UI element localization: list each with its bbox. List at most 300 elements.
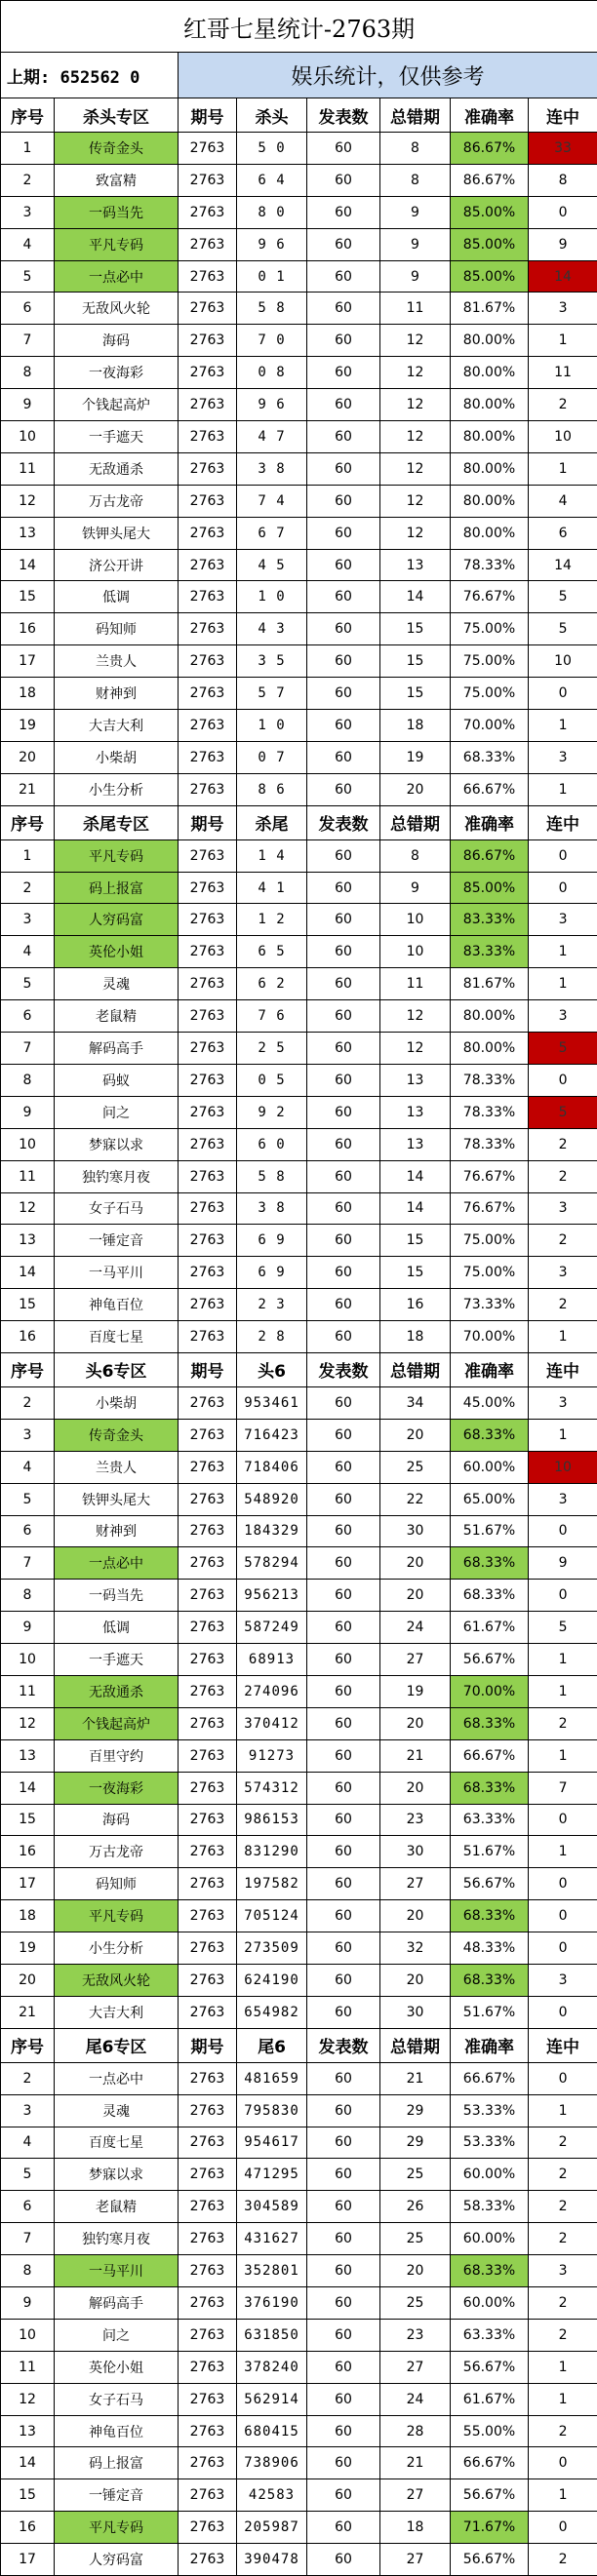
code: 4 7 [237, 421, 307, 453]
accuracy: 61.67% [451, 1612, 529, 1644]
row-index: 13 [1, 1739, 55, 1772]
posts-count: 60 [307, 164, 380, 196]
error-count: 11 [380, 968, 451, 1000]
row-index: 12 [1, 1707, 55, 1739]
table-row [1, 2447, 597, 2479]
accuracy: 75.00% [451, 678, 529, 710]
period: 2763 [179, 2351, 237, 2383]
column-header: 连中 [529, 98, 597, 133]
row-index: 9 [1, 389, 55, 421]
row-index: 12 [1, 2383, 55, 2415]
code: 956213 [237, 1580, 307, 1612]
table-row [1, 741, 597, 773]
streak: 4 [529, 485, 597, 517]
error-count: 15 [380, 678, 451, 710]
error-count: 20 [380, 773, 451, 805]
period: 2763 [179, 1580, 237, 1612]
accuracy: 80.00% [451, 517, 529, 549]
accuracy: 48.33% [451, 1932, 529, 1965]
table-row [1, 357, 597, 389]
code: 352801 [237, 2255, 307, 2287]
predictor-name: 铁钾头尾大 [55, 517, 179, 549]
accuracy: 68.33% [451, 1900, 529, 1932]
streak: 14 [529, 260, 597, 293]
row-index: 8 [1, 1064, 55, 1096]
code: 6 9 [237, 1225, 307, 1257]
posts-count: 60 [307, 1900, 380, 1932]
accuracy: 86.67% [451, 164, 529, 196]
code: 718406 [237, 1451, 307, 1483]
code: 205987 [237, 2512, 307, 2544]
streak: 1 [529, 936, 597, 968]
predictor-name: 平凡专码 [55, 1900, 179, 1932]
row-index: 15 [1, 2479, 55, 2512]
row-index: 7 [1, 1547, 55, 1580]
code: 2 3 [237, 1289, 307, 1321]
code: 4 1 [237, 872, 307, 904]
error-count: 9 [380, 196, 451, 228]
accuracy: 60.00% [451, 2223, 529, 2255]
streak: 7 [529, 1772, 597, 1804]
row-index: 17 [1, 2544, 55, 2576]
predictor-name: 问之 [55, 1096, 179, 1128]
posts-count: 60 [307, 2512, 380, 2544]
predictor-name: 问之 [55, 2319, 179, 2351]
code: 1 0 [237, 581, 307, 613]
code: 716423 [237, 1419, 307, 1451]
period: 2763 [179, 1644, 237, 1676]
code: 0 8 [237, 357, 307, 389]
column-header: 序号 [1, 98, 55, 133]
period: 2763 [179, 2319, 237, 2351]
streak: 3 [529, 1192, 597, 1225]
predictor-name: 独钓寒月夜 [55, 2223, 179, 2255]
column-header: 头6 [237, 1352, 307, 1386]
posts-count: 60 [307, 2094, 380, 2127]
error-count: 30 [380, 1836, 451, 1868]
posts-count: 60 [307, 1128, 380, 1160]
period: 2763 [179, 1064, 237, 1096]
predictor-name: 无敌风火轮 [55, 293, 179, 325]
posts-count: 60 [307, 1868, 380, 1900]
column-header: 总错期 [380, 2028, 451, 2062]
error-count: 15 [380, 1257, 451, 1289]
predictor-name: 传奇金头 [55, 1419, 179, 1451]
accuracy: 68.33% [451, 741, 529, 773]
table-row [1, 485, 597, 517]
accuracy: 60.00% [451, 1451, 529, 1483]
accuracy: 63.33% [451, 1804, 529, 1836]
predictor-name: 一码当先 [55, 196, 179, 228]
predictor-name: 低调 [55, 1612, 179, 1644]
period: 2763 [179, 710, 237, 742]
accuracy: 60.00% [451, 2159, 529, 2191]
row-index: 7 [1, 1033, 55, 1065]
period: 2763 [179, 1483, 237, 1515]
table-row [1, 1128, 597, 1160]
posts-count: 60 [307, 1192, 380, 1225]
posts-count: 60 [307, 613, 380, 645]
predictor-name: 济公开讲 [55, 549, 179, 581]
column-header: 总错期 [380, 98, 451, 133]
accuracy: 68.33% [451, 1964, 529, 1996]
accuracy: 66.67% [451, 1739, 529, 1772]
code: 1 0 [237, 710, 307, 742]
accuracy: 85.00% [451, 260, 529, 293]
accuracy: 80.00% [451, 325, 529, 357]
period: 2763 [179, 1707, 237, 1739]
predictor-name: 百度七星 [55, 1321, 179, 1353]
error-count: 10 [380, 936, 451, 968]
column-header: 杀尾专区 [55, 805, 179, 839]
code: 738906 [237, 2447, 307, 2479]
period: 2763 [179, 904, 237, 936]
table-row [1, 1868, 597, 1900]
period: 2763 [179, 1386, 237, 1419]
streak: 3 [529, 741, 597, 773]
row-index: 4 [1, 936, 55, 968]
predictor-name: 大吉大利 [55, 1996, 179, 2028]
accuracy: 83.33% [451, 904, 529, 936]
period: 2763 [179, 1675, 237, 1707]
column-header: 发表数 [307, 805, 380, 839]
error-count: 22 [380, 1483, 451, 1515]
streak: 1 [529, 2479, 597, 2512]
accuracy: 80.00% [451, 357, 529, 389]
period: 2763 [179, 2127, 237, 2159]
period: 2763 [179, 389, 237, 421]
error-count: 32 [380, 1932, 451, 1965]
column-header: 准确率 [451, 2028, 529, 2062]
error-count: 20 [380, 1900, 451, 1932]
error-count: 12 [380, 421, 451, 453]
predictor-name: 灵魂 [55, 2094, 179, 2127]
page-title: 红哥七星统计-2763期 [1, 1, 597, 53]
period: 2763 [179, 421, 237, 453]
period: 2763 [179, 1257, 237, 1289]
streak: 2 [529, 2287, 597, 2320]
code: 42583 [237, 2479, 307, 2512]
row-index: 4 [1, 1451, 55, 1483]
row-index: 10 [1, 1128, 55, 1160]
period: 2763 [179, 2223, 237, 2255]
accuracy: 78.33% [451, 549, 529, 581]
posts-count: 60 [307, 1064, 380, 1096]
error-count: 12 [380, 325, 451, 357]
predictor-name: 百度七星 [55, 2127, 179, 2159]
predictor-name: 码上报富 [55, 872, 179, 904]
table-row [1, 2351, 597, 2383]
predictor-name: 小生分析 [55, 1932, 179, 1965]
predictor-name: 一锤定音 [55, 2479, 179, 2512]
streak: 1 [529, 1836, 597, 1868]
posts-count: 60 [307, 1160, 380, 1192]
posts-count: 60 [307, 2062, 380, 2094]
column-header: 连中 [529, 1352, 597, 1386]
posts-count: 60 [307, 1739, 380, 1772]
streak: 1 [529, 710, 597, 742]
posts-count: 60 [307, 2191, 380, 2223]
table-row [1, 2287, 597, 2320]
streak: 2 [529, 389, 597, 421]
streak: 5 [529, 613, 597, 645]
streak: 10 [529, 421, 597, 453]
error-count: 24 [380, 2383, 451, 2415]
row-index: 8 [1, 2255, 55, 2287]
row-index: 12 [1, 1192, 55, 1225]
table-row [1, 872, 597, 904]
error-count: 14 [380, 581, 451, 613]
accuracy: 85.00% [451, 228, 529, 260]
table-row [1, 2223, 597, 2255]
error-count: 9 [380, 260, 451, 293]
row-index: 3 [1, 904, 55, 936]
error-count: 27 [380, 2479, 451, 2512]
posts-count: 60 [307, 452, 380, 485]
accuracy: 85.00% [451, 196, 529, 228]
table-row [1, 1289, 597, 1321]
code: 5 0 [237, 133, 307, 165]
streak: 5 [529, 1096, 597, 1128]
row-index: 13 [1, 2415, 55, 2447]
error-count: 27 [380, 1644, 451, 1676]
accuracy: 68.33% [451, 1772, 529, 1804]
error-count: 15 [380, 613, 451, 645]
error-count: 15 [380, 1225, 451, 1257]
period: 2763 [179, 1868, 237, 1900]
period: 2763 [179, 2159, 237, 2191]
table-row [1, 421, 597, 453]
period: 2763 [179, 164, 237, 196]
accuracy: 75.00% [451, 645, 529, 678]
table-row [1, 2062, 597, 2094]
predictor-name: 小生分析 [55, 773, 179, 805]
column-header: 准确率 [451, 1352, 529, 1386]
posts-count: 60 [307, 485, 380, 517]
accuracy: 68.33% [451, 1707, 529, 1739]
prev-draw [1, 53, 179, 98]
error-count: 21 [380, 1739, 451, 1772]
streak: 3 [529, 2255, 597, 2287]
head6-section-header [1, 1352, 597, 1386]
column-header: 杀头专区 [55, 98, 179, 133]
row-index: 13 [1, 1225, 55, 1257]
row-index: 4 [1, 228, 55, 260]
streak: 9 [529, 1547, 597, 1580]
table-row [1, 1419, 597, 1451]
streak: 2 [529, 2127, 597, 2159]
period: 2763 [179, 2383, 237, 2415]
streak: 0 [529, 872, 597, 904]
table-row [1, 517, 597, 549]
code: 7 4 [237, 485, 307, 517]
code: 680415 [237, 2415, 307, 2447]
table-row [1, 1033, 597, 1065]
predictor-name: 一手遮天 [55, 421, 179, 453]
streak: 0 [529, 1900, 597, 1932]
posts-count: 60 [307, 904, 380, 936]
accuracy: 56.67% [451, 1644, 529, 1676]
predictor-name: 一锤定音 [55, 1225, 179, 1257]
posts-count: 60 [307, 1096, 380, 1128]
error-count: 18 [380, 2512, 451, 2544]
accuracy: 45.00% [451, 1386, 529, 1419]
error-count: 13 [380, 1096, 451, 1128]
code: 273509 [237, 1932, 307, 1965]
row-index: 14 [1, 1772, 55, 1804]
predictor-name: 灵魂 [55, 968, 179, 1000]
table-row [1, 1064, 597, 1096]
error-count: 20 [380, 1547, 451, 1580]
column-header: 期号 [179, 2028, 237, 2062]
code: 370412 [237, 1707, 307, 1739]
posts-count: 60 [307, 1804, 380, 1836]
streak: 2 [529, 2223, 597, 2255]
streak: 14 [529, 549, 597, 581]
table-row [1, 196, 597, 228]
row-index: 15 [1, 1289, 55, 1321]
error-count: 26 [380, 2191, 451, 2223]
code: 7 0 [237, 325, 307, 357]
period: 2763 [179, 485, 237, 517]
posts-count: 60 [307, 2544, 380, 2576]
row-index: 18 [1, 678, 55, 710]
period: 2763 [179, 1996, 237, 2028]
accuracy: 76.67% [451, 581, 529, 613]
accuracy: 81.67% [451, 293, 529, 325]
error-count: 25 [380, 2287, 451, 2320]
table-row [1, 2512, 597, 2544]
predictor-name: 无敌风火轮 [55, 1964, 179, 1996]
column-header: 头6专区 [55, 1352, 179, 1386]
accuracy: 56.67% [451, 2479, 529, 2512]
disclaimer-banner: 娱乐统计，仅供参考 [179, 53, 597, 98]
period: 2763 [179, 293, 237, 325]
predictor-name: 百里守约 [55, 1739, 179, 1772]
error-count: 27 [380, 2351, 451, 2383]
column-header: 序号 [1, 2028, 55, 2062]
row-index: 14 [1, 549, 55, 581]
table-row [1, 164, 597, 196]
period: 2763 [179, 2415, 237, 2447]
code: 9 2 [237, 1096, 307, 1128]
posts-count: 60 [307, 1707, 380, 1739]
error-count: 12 [380, 357, 451, 389]
column-header: 总错期 [380, 805, 451, 839]
accuracy: 80.00% [451, 485, 529, 517]
streak: 2 [529, 1707, 597, 1739]
code: 9 6 [237, 389, 307, 421]
error-count: 15 [380, 645, 451, 678]
row-index: 3 [1, 196, 55, 228]
row-index: 14 [1, 2447, 55, 2479]
predictor-name: 平凡专码 [55, 2512, 179, 2544]
predictor-name: 致富精 [55, 164, 179, 196]
code: 6 5 [237, 936, 307, 968]
table-row [1, 260, 597, 293]
accuracy: 81.67% [451, 968, 529, 1000]
streak: 3 [529, 1964, 597, 1996]
row-index: 19 [1, 1932, 55, 1965]
column-header: 连中 [529, 2028, 597, 2062]
table-row [1, 645, 597, 678]
predictor-name: 码上报富 [55, 2447, 179, 2479]
predictor-name: 无敌通杀 [55, 1675, 179, 1707]
accuracy: 66.67% [451, 2062, 529, 2094]
error-count: 23 [380, 1804, 451, 1836]
period: 2763 [179, 1772, 237, 1804]
period: 2763 [179, 1128, 237, 1160]
table-row [1, 1451, 597, 1483]
streak: 0 [529, 1868, 597, 1900]
error-count: 21 [380, 2062, 451, 2094]
period: 2763 [179, 1900, 237, 1932]
streak: 2 [529, 1160, 597, 1192]
posts-count: 60 [307, 773, 380, 805]
code: 481659 [237, 2062, 307, 2094]
table-row [1, 1225, 597, 1257]
code: 6 4 [237, 164, 307, 196]
table-row [1, 1964, 597, 1996]
table-row [1, 968, 597, 1000]
error-count: 20 [380, 1707, 451, 1739]
posts-count: 60 [307, 2287, 380, 2320]
streak: 2 [529, 2544, 597, 2576]
posts-count: 60 [307, 1675, 380, 1707]
table-row [1, 2479, 597, 2512]
code: 274096 [237, 1675, 307, 1707]
error-count: 30 [380, 1996, 451, 2028]
streak: 1 [529, 968, 597, 1000]
posts-count: 60 [307, 2223, 380, 2255]
accuracy: 56.67% [451, 1868, 529, 1900]
code: 631850 [237, 2319, 307, 2351]
posts-count: 60 [307, 581, 380, 613]
error-count: 29 [380, 2094, 451, 2127]
predictor-name: 大吉大利 [55, 710, 179, 742]
table-row [1, 581, 597, 613]
table-row [1, 1996, 597, 2028]
streak: 1 [529, 1644, 597, 1676]
predictor-name: 一点必中 [55, 2062, 179, 2094]
accuracy: 80.00% [451, 1000, 529, 1033]
row-index: 2 [1, 2062, 55, 2094]
code: 795830 [237, 2094, 307, 2127]
period: 2763 [179, 1547, 237, 1580]
posts-count: 60 [307, 1580, 380, 1612]
posts-count: 60 [307, 710, 380, 742]
error-count: 12 [380, 485, 451, 517]
row-index: 10 [1, 1644, 55, 1676]
predictor-name: 老鼠精 [55, 2191, 179, 2223]
streak: 8 [529, 164, 597, 196]
accuracy: 80.00% [451, 421, 529, 453]
row-index: 8 [1, 357, 55, 389]
accuracy: 63.33% [451, 2319, 529, 2351]
row-index: 6 [1, 1000, 55, 1033]
code: 376190 [237, 2287, 307, 2320]
table-row [1, 773, 597, 805]
posts-count: 60 [307, 1033, 380, 1065]
posts-count: 60 [307, 293, 380, 325]
table-row [1, 1160, 597, 1192]
table-row [1, 1257, 597, 1289]
predictor-name: 一手遮天 [55, 1644, 179, 1676]
accuracy: 66.67% [451, 773, 529, 805]
column-header: 发表数 [307, 98, 380, 133]
code: 624190 [237, 1964, 307, 1996]
row-index: 3 [1, 2094, 55, 2127]
